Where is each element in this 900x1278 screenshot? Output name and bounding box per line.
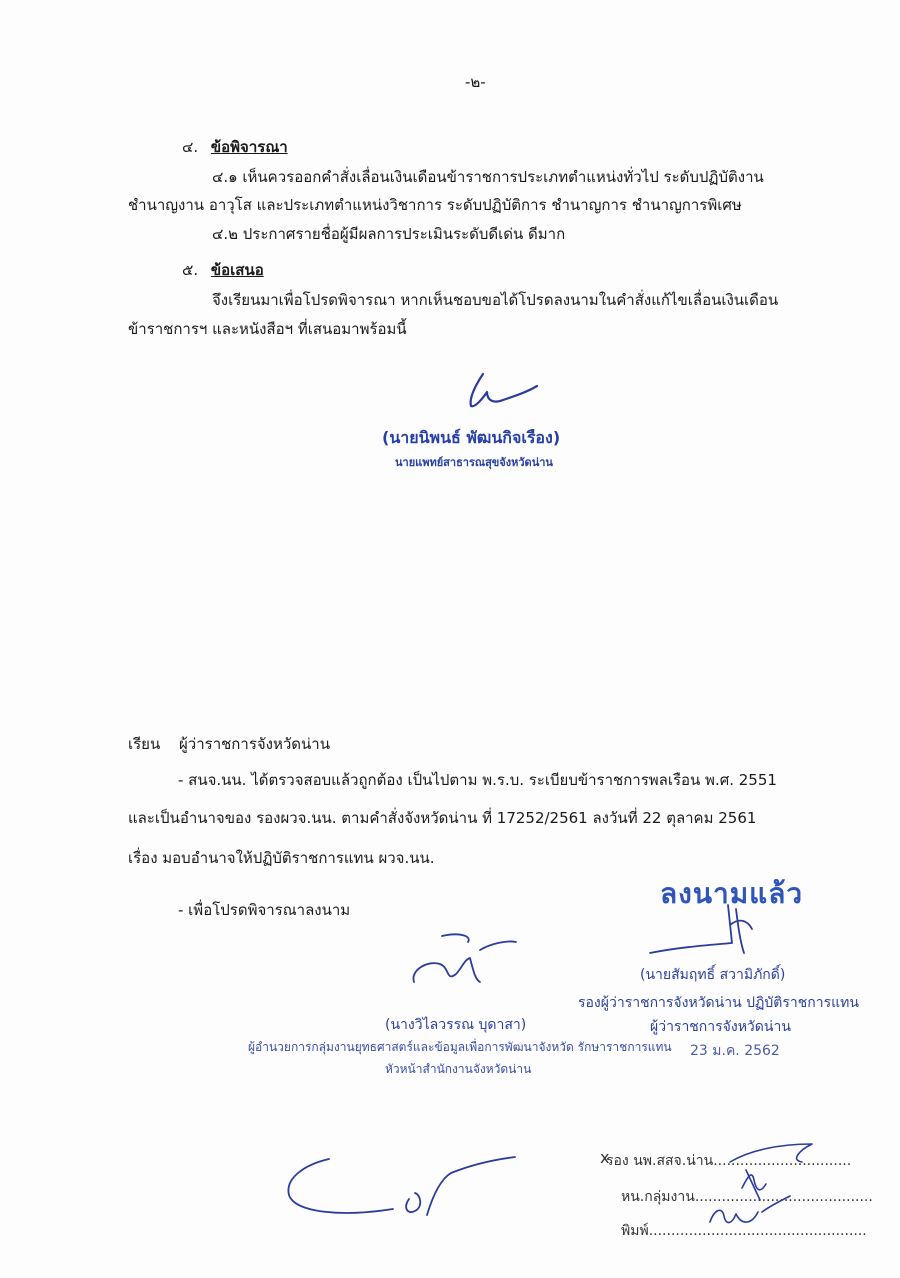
memo-para1-line2: และเป็นอำนาจของ รองผวจ.นน. ตามคำสั่งจังหวัดน่าน ที่ 17252/2561 ลงวันที่ 22 ตุลาคม 2561 bbox=[128, 809, 757, 827]
routing-row3: พิมพ์................................................. bbox=[621, 1223, 867, 1239]
stamp-date: 23 ม.ค. 2562 bbox=[690, 1043, 780, 1059]
stamp-position-line1: รองผู้ว่าราชการจังหวัดน่าน ปฏิบัติราชการแทน bbox=[578, 995, 859, 1011]
signer1-name: (นายนิพนธ์ พัฒนกิจเรือง) bbox=[382, 428, 561, 447]
signature-2 bbox=[410, 930, 520, 1000]
routing-row2-label: หน.กลุ่มงาน bbox=[621, 1189, 695, 1205]
memo-salutation bbox=[128, 732, 330, 756]
page-number: -๒- bbox=[465, 73, 486, 91]
section4-item1-line1: ๔.๑ เห็นควรออกคำสั่งเลื่อนเงินเดือนข้าราชการประเภทตำแหน่งทั่วไป ระดับปฏิบัติงาน bbox=[212, 168, 764, 186]
section5-number: ๕. bbox=[182, 261, 199, 279]
memo-para2: - เพื่อโปรดพิจารณาลงนาม bbox=[178, 901, 351, 919]
signer1-position: นายแพทย์สาธารณสุขจังหวัดน่าน bbox=[395, 456, 553, 469]
routing-row1: x รอง นพ.สสจ.น่าน............................... bbox=[600, 1148, 852, 1169]
section5-title: ข้อเสนอ bbox=[210, 261, 264, 279]
routing-initials bbox=[690, 1140, 830, 1240]
routing-row3-label: พิมพ์ bbox=[621, 1223, 649, 1239]
routing-row2: หน.กลุ่มงาน........................................ bbox=[621, 1189, 873, 1205]
stamp-signer-name: (นายสัมฤทธิ์ สวามิภักดิ์) bbox=[640, 967, 786, 983]
section4-heading bbox=[182, 135, 288, 159]
signature-1 bbox=[455, 368, 545, 418]
memo-para1-line3: เรื่อง มอบอำนาจให้ปฏิบัติราชการแทน ผวจ.นน. bbox=[128, 849, 435, 867]
stamp-position-line2: ผู้ว่าราชการจังหวัดน่าน bbox=[650, 1019, 791, 1035]
section5-line1: จึงเรียนมาเพื่อโปรดพิจารณา หากเห็นชอบขอได้โปรดลงนามในคำสั่งแก้ไขเลื่อนเงินเดือน bbox=[212, 291, 779, 309]
section4-item1-line2: ชำนาญงาน อาวุโส และประเภทตำแหน่งวิชาการ ระดับปฏิบัติการ ชำนาญการ ชำนาญการพิเศษ bbox=[128, 196, 742, 214]
section5-line2: ข้าราชการฯ และหนังสือฯ ที่เสนอมาพร้อมนี้ bbox=[128, 320, 407, 338]
signer2-name: (นางวิไลวรรณ บุดาสา) bbox=[385, 1017, 527, 1033]
routing-row1-label: รอง นพ.สสจ.น่าน bbox=[606, 1153, 714, 1169]
signature-3 bbox=[640, 895, 780, 965]
signer2-position-line2: หัวหน้าสำนักงานจังหวัดน่าน bbox=[385, 1062, 532, 1076]
signed-stamp: ลงนามแล้ว bbox=[660, 877, 804, 910]
section4-item2: ๔.๒ ประกาศรายชื่อผู้มีผลการประเมินระดับดีเด่น ดีมาก bbox=[212, 225, 566, 243]
signer2-position-line1: ผู้อำนวยการกลุ่มงานยุทธศาสตร์และข้อมูลเพื่อการพัฒนาจังหวัด รักษาราชการแทน bbox=[248, 1040, 672, 1054]
section4-number: ๔. bbox=[182, 138, 199, 156]
salutation-recipient: ผู้ว่าราชการจังหวัดน่าน bbox=[179, 735, 330, 753]
section5-heading bbox=[182, 258, 264, 282]
section4-title: ข้อพิจารณา bbox=[210, 138, 288, 156]
salutation-label: เรียน bbox=[128, 735, 161, 753]
memo-para1-line1: - สนจ.นน. ได้ตรวจสอบแล้วถูกต้อง เป็นไปตาม พ.ร.บ. ระเบียบข้าราชการพลเรือน พ.ศ. 2551 bbox=[178, 771, 777, 789]
initial-signature bbox=[283, 1155, 523, 1235]
routing-x-mark: x bbox=[600, 1148, 610, 1167]
